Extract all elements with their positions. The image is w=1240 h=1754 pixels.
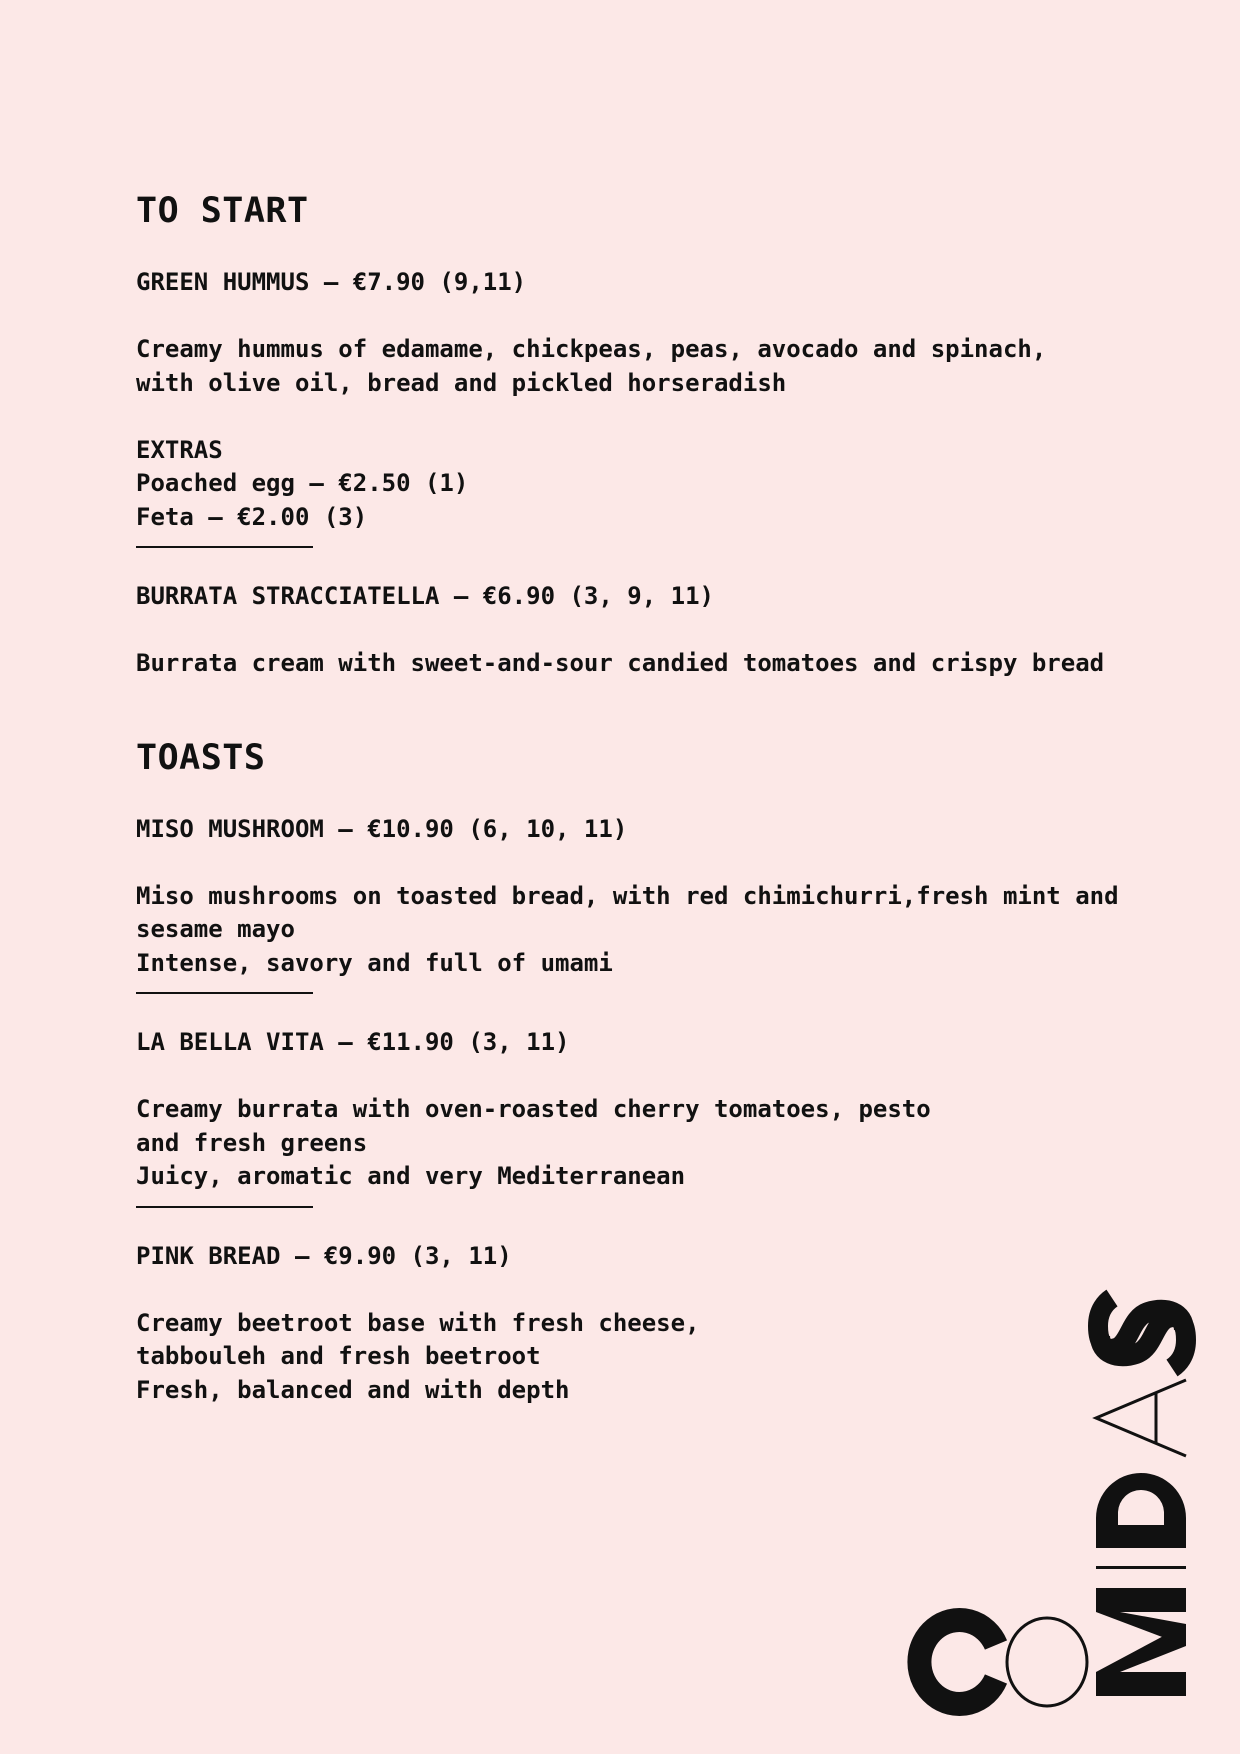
item-description: Creamy beetroot base with fresh cheese, <box>136 1308 700 1337</box>
item-description: sesame mayo <box>136 915 295 943</box>
item-description: with olive oil, bread and pickled horseradish <box>136 368 787 397</box>
item-description: Miso mushrooms on toasted bread, with red chimichurri,fresh mint and <box>136 881 1119 910</box>
logo-letter-c <box>919 1620 996 1704</box>
logo-letter-d <box>1096 1473 1186 1548</box>
section-to-start <box>136 190 1176 681</box>
menu-item-miso-mushroom <box>136 813 1176 995</box>
logo-letter-s <box>1098 1298 1186 1368</box>
logo-letter-o <box>1007 1618 1087 1706</box>
item-title: MISO MUSHROOM – €10.90 (6, 10, 11) <box>136 814 628 843</box>
menu-page <box>136 190 1176 1463</box>
item-description: tabbouleh and fresh beetroot <box>136 1342 541 1370</box>
logo-letter-a <box>1096 1380 1186 1456</box>
extra-item: Feta – €2.00 (3) <box>136 502 368 531</box>
section-title: TOASTS <box>136 737 266 778</box>
logo-letter-m <box>1096 1588 1186 1696</box>
item-description: Juicy, aromatic and very Mediterranean <box>136 1162 686 1190</box>
section-title: TO START <box>136 191 309 231</box>
item-description: Fresh, balanced and with depth <box>136 1375 570 1404</box>
item-description: and fresh greens <box>136 1128 368 1157</box>
item-title: PINK BREAD – €9.90 (3, 11) <box>136 1241 512 1270</box>
menu-item-la-bella-vita <box>136 1026 1176 1208</box>
item-divider <box>136 546 313 548</box>
comidas-logo <box>820 1274 1240 1754</box>
logo-letter-i <box>1096 1566 1186 1569</box>
item-title: GREEN HUMMUS – €7.90 (9,11) <box>136 268 527 296</box>
item-description: Creamy burrata with oven-roasted cherry tomatoes, pesto <box>136 1095 931 1123</box>
extras-title: EXTRAS <box>136 435 223 464</box>
item-title: BURRATA STRACCIATELLA – €6.90 (3, 9, 11) <box>136 582 714 610</box>
item-divider <box>136 1206 313 1208</box>
menu-item-burrata-stracciatella <box>136 580 1176 681</box>
item-divider <box>136 992 313 994</box>
item-description: Intense, savory and full of umami <box>136 948 613 977</box>
item-title: LA BELLA VITA – €11.90 (3, 11) <box>136 1028 570 1056</box>
item-description: Creamy hummus of edamame, chickpeas, peas, avocado and spinach, <box>136 335 1047 363</box>
menu-item-green-hummus <box>136 266 1176 548</box>
item-description: Burrata cream with sweet-and-sour candied tomatoes and crispy bread <box>136 649 1105 677</box>
extra-item: Poached egg – €2.50 (1) <box>136 469 469 497</box>
